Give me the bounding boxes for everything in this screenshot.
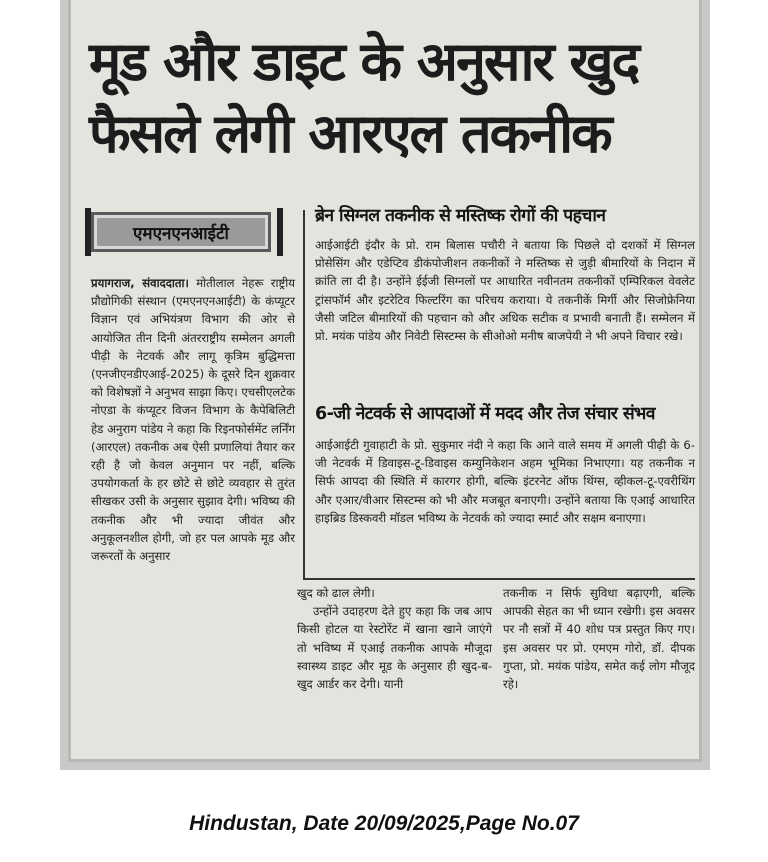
column-divider bbox=[303, 210, 305, 580]
institute-badge bbox=[91, 212, 271, 252]
left-column-text: मोतीलाल नेहरू राष्ट्रीय प्रौद्योगिकी संस्थान (एमएनएनआईटी) के कंप्यूटर विज्ञान एवं अभियंत्रण विभाग की ओर से आयोजित तीन दिनी अंतरराष्ट्रीय सम्मेलन अगली पीढ़ी के नेटवर्क और लागू कृत्रिम बुद्धिमत्ता (एनजीएनडीएआई-2025) के दूसरे दिन शुक्रवार को विशेषज्ञों ने अनुभव साझा किए। एचसीएलटेक नोएडा के कंप्यूटर विजन विभाग के कैपेबिलिटी हेड अनुराग पांडेय ने कहा कि रिइनफोर्समेंट लर्निंग (आरएल) तकनीक अब ऐसी प्रणालियां तैयार कर रही है जो केवल अनुमान पर नहीं, बल्कि उपयोगकर्ता के हर छोटे से छोटे व्यवहार से तुरंत सीखकर उसी के अनुसार सुझाव देगी। भविष्य की तकनीक और भी ज्यादा जीवंत और अनुकूलनशील होगी, जो हर पल आपके मूड और जरूरतों के अनुसार bbox=[91, 276, 296, 564]
box-bottom-divider bbox=[303, 578, 695, 580]
end-column-text: तकनीक न सिर्फ सुविधा बढ़ाएगी, बल्कि आपकी सेहत का भी ध्यान रखेगी। इस अवसर पर नौ सत्रों में 40 शोध पत्र प्रस्तुत किए गए। इस अवसर पर प्रो. एमएम गोरो, डॉ. दीपक गुप्ता, प्रो. मयंक पांडेय, समेत कई लोग मौजूद रहे। bbox=[503, 586, 695, 692]
dateline: प्रयागराज, संवाददाता। bbox=[91, 276, 189, 290]
section-6g-network bbox=[315, 436, 695, 527]
newspaper-clipping bbox=[68, 0, 702, 762]
section-brain-signal-text: आईआईटी इंदौर के प्रो. राम बिलास पचौरी ने बताया कि पिछले दो दशकों में सिग्नल प्रोसेसिंग और एडेप्टिव डीकंपोजीशन तकनीकों ने मस्तिष्क से जुड़ी बीमारियों के निदान में क्रांति ला दी है। उन्होंने ईईजी सिग्नलों पर आधारित नवीनतम तकनीकों एम्पिरिकल वेवलेट ट्रांसफॉर्म और इटरेटिव फिल्टरिंग का परिचय कराया। ये तकनीकें मिर्गी और सिजोफ्रेनिया जैसी जटिल बीमारियों की पहचान को और अधिक सटीक व प्रभावी बनाती हैं। सम्मेलन में प्रो. मयंक पांडेय और निवेटी सिस्टम्स के सीओओ मनीष बाजपेयी ने भी अपने विचार रखे। bbox=[315, 238, 695, 344]
badge-label: एमएनएनआईटी bbox=[133, 223, 229, 244]
section-brain-signal bbox=[315, 236, 695, 345]
headline-line-2: फैसले लेगी आरएल तकनीक bbox=[89, 102, 611, 165]
middle-column bbox=[297, 584, 492, 693]
headline bbox=[89, 26, 689, 170]
middle-column-p1: खुद को ढाल लेगी। bbox=[297, 586, 375, 600]
left-column bbox=[91, 274, 295, 565]
subhead-brain-signal: ब्रेन सिग्नल तकनीक से मस्तिष्क रोगों की पहचान bbox=[315, 206, 606, 226]
badge-bar-right bbox=[277, 208, 283, 256]
middle-column-p2: उन्होंने उदाहरण देते हुए कहा कि जब आप किसी होटल या रेस्टोरेंट में खाना खाने जाएंगे तो भविष्य में एआई तकनीक आपके मौजूदा स्वास्थ्य डाइट और मूड के अनुसार ही खुद-ब-खुद आर्डर कर देगी। यानी bbox=[297, 604, 492, 692]
section-6g-network-text: आईआईटी गुवाहाटी के प्रो. सुकुमार नंदी ने कहा कि आने वाले समय में अगली पीढ़ी के 6-जी नेटवर्क में डिवाइस-टू-डिवाइस कम्युनिकेशन अहम भूमिका निभाएगा। यह तकनीक न सिर्फ आपदा की स्थिति में कारगर होगी, बल्कि इंटरनेट ऑफ थिंग्स, व्हीकल-टू-एवरीथिंग और एआर/वीआर सिस्टम्स को भी और मजबूत बनाएगी। उन्होंने बताया कि एआई आधारित हाइब्रिड डिस्कवरी मॉडल भविष्य के नेटवर्क को ज्यादा स्मार्ट और सक्षम बनाएगा। bbox=[315, 438, 695, 525]
end-column bbox=[503, 584, 695, 693]
source-caption: Hindustan, Date 20/09/2025,Page No.07 bbox=[189, 812, 579, 835]
subhead-6g-network: 6-जी नेटवर्क से आपदाओं में मदद और तेज संचार संभव bbox=[315, 404, 655, 424]
headline-line-1: मूड और डाइट के अनुसार खुद bbox=[89, 30, 639, 93]
